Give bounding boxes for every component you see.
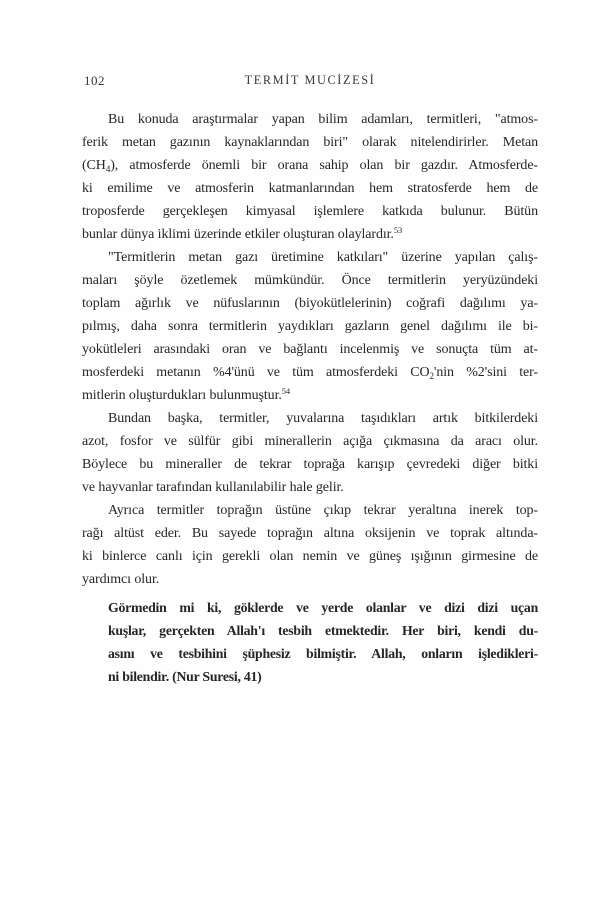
running-title: TERMİT MUCİZESİ <box>244 73 376 87</box>
text-line: troposferde gerçekleşen kimyasal işlemlere katkıda bulunur. Bütün <box>82 204 538 219</box>
text-line <box>82 154 538 177</box>
text-line: ki emilime ve atmosferin katmanlarından hem stratosferde hem de <box>82 181 538 196</box>
body-text <box>82 108 538 688</box>
text-line: ferik metan gazının kaynaklarından biri" olarak nitelendirirler. Metan <box>82 135 538 150</box>
text-line: Bundan başka, termitler, yuvalarına taşıdıkları artık bitkilerdeki <box>108 411 538 426</box>
chemical-subscript: 4 <box>105 164 111 174</box>
text-line <box>82 384 538 407</box>
footnote-marker: 54 <box>281 386 291 396</box>
text-line <box>82 223 538 246</box>
paragraph-4 <box>82 499 538 591</box>
line-segment: 'nin %2'sini ter- <box>433 365 538 380</box>
chemical-subscript: 2 <box>429 371 434 381</box>
text-line: rağı altüst eder. Bu sayede toprağın altına oksijenin ve toprak altında- <box>82 526 538 541</box>
text-line: Bu konuda araştırmalar yapan bilim adamları, termitleri, "atmos- <box>108 112 538 127</box>
verse-line: ni bilendir. (Nur Suresi, 41) <box>108 669 262 684</box>
line-segment: (CH <box>82 158 106 173</box>
verse-line: kuşlar, gerçekten Allah'ı tesbih etmektedir. Her biri, kendi du- <box>108 623 538 638</box>
text-line: azot, fosfor ve sülfür gibi minerallerin açığa çıkmasına da aracı olur. <box>82 434 538 449</box>
text-line: Ayrıca termitler toprağın üstüne çıkıp tekrar yeraltına inerek top- <box>108 503 538 518</box>
page-number: 102 <box>84 73 105 88</box>
text-line: pılmış, daha sonra termitlerin yaydıkları gazların genel dağılımı ile bi- <box>82 319 538 334</box>
line-segment: mosferdeki metanın %4'ünü ve tüm atmosferdeki CO <box>82 365 430 380</box>
text-line <box>82 361 538 384</box>
text-line: ve hayvanlar tarafından kullanılabilir hale gelir. <box>82 480 344 495</box>
line-segment: mitlerin oluşturdukları bulunmuştur. <box>82 388 282 403</box>
footnote-marker: 53 <box>393 225 403 235</box>
paragraph-1 <box>82 108 538 246</box>
page-header <box>82 73 538 89</box>
text-line: "Termitlerin metan gazı üretimine katkıları" üzerine yapılan çalış- <box>108 250 538 265</box>
text-line: toplam ağırlık ve nüfuslarının (biyokütlelerinin) coğrafi dağılımı ya- <box>82 296 538 311</box>
paragraph-3 <box>82 407 538 499</box>
paragraph-2 <box>82 246 538 407</box>
text-line: yardımcı olur. <box>82 572 160 587</box>
text-line: maları şöyle özetlemek mümkündür. Önce termitlerin yeryüzündeki <box>82 273 538 288</box>
text-line: ki binlerce canlı için gerekli olan nemin ve güneş ışığının girmesine de <box>82 549 538 564</box>
quran-verse-quote <box>108 596 538 688</box>
line-segment: ), atmosferde önemli bir orana sahip olan bir gazdır. Atmosferde- <box>110 158 538 173</box>
verse-line: asını ve tesbihini şüphesiz bilmiştir. Allah, onların işledikleri- <box>108 646 538 661</box>
verse-line: Görmedin mi ki, göklerde ve yerde olanlar ve dizi dizi uçan <box>108 600 538 615</box>
text-line: yokütleleri arasındaki oran ve bağlantı incelenmiş ve sonuçta tüm at- <box>82 342 538 357</box>
line-segment: bunlar dünya iklimi üzerinde etkiler oluşturan olaylardır. <box>82 227 394 242</box>
text-line: Böylece bu mineraller de tekrar toprağa karışıp çevredeki diğer bitki <box>82 457 538 472</box>
